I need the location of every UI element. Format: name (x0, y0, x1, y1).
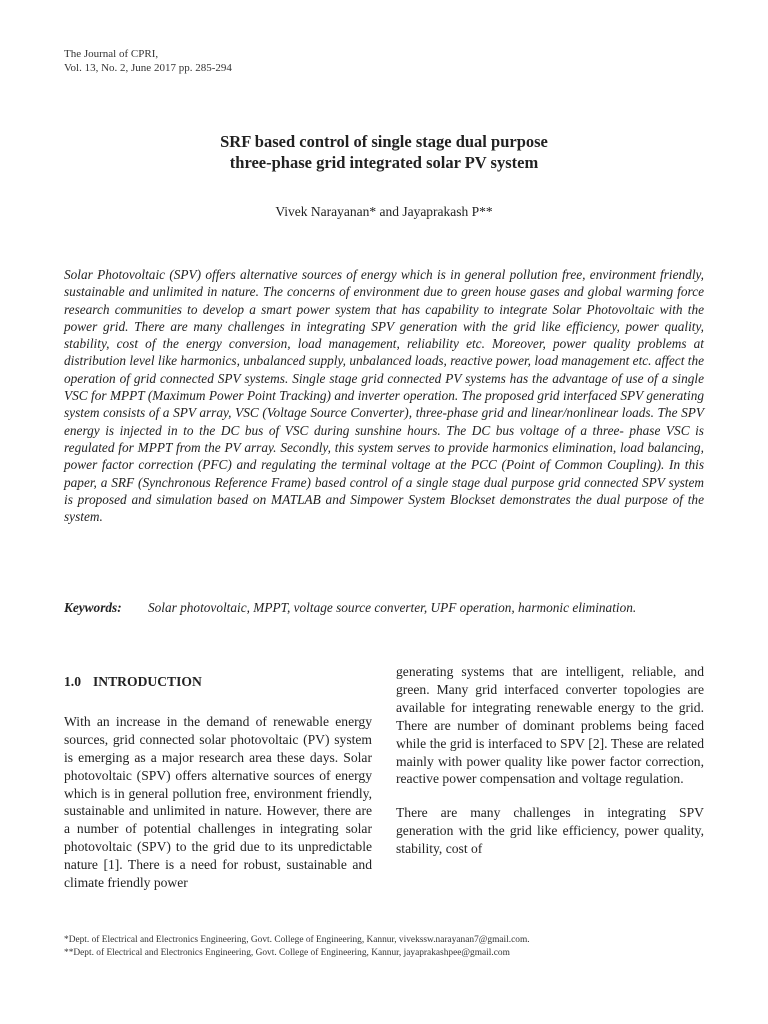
section-heading (64, 673, 372, 691)
intro-paragraph-3: There are many challenges in integrating SPV generation with the grid like efficiency, power quality, stability, cost of (396, 805, 704, 857)
right-column (396, 663, 704, 858)
footnote-first-author: *Dept. of Electrical and Electronics Engineering, Govt. College of Engineering, Kannur, vivekssw.narayanan7@gmail.com. (64, 935, 530, 945)
left-column (64, 673, 372, 892)
paper-authors: Vivek Narayanan* and Jayaprakash P** (275, 204, 493, 219)
title-line-2: three-phase grid integrated solar PV system (229, 153, 539, 172)
intro-paragraph-1: With an increase in the demand of renewable energy sources, grid connected solar photovoltaic (PV) system is emerging as a major research area these days. Solar photovoltaic (SPV) offers alternative sources of energy which is in general pollution free, environment friendly, sustainable and unlimited in nature. However, there are a number of potential challenges in integrating solar photovoltaic (SPV) to the grid due to its unpredictable nature [1]. There is a need for robust, sustainable and climate friendly power (64, 713, 372, 891)
journal-issue: Vol. 13, No. 2, June 2017 pp. 285-294 (64, 62, 232, 74)
section-number: 1.0 (64, 674, 81, 689)
keywords-label: Keywords: (64, 600, 122, 615)
abstract: Solar Photovoltaic (SPV) offers alternative sources of energy which is in general pollution free, environment friendly, sustainable and unlimited in nature. The concerns of environment due to green house gases and global warming force research communities to develop a smart power system that has capability to integrate Solar Photovoltaic with the power grid. There are many challenges in integrating SPV generation with the grid like efficiency, power quality, stability, cost of the energy conversion, load management, reliability etc. Moreover, power quality problems at distribution level like harmonics, unbalanced supply, unbalanced loads, reactive power, load management etc. affect the operation of grid connected SPV systems. Single stage grid connected PV systems has the advantage of use of a single VSC for MPPT (Maximum Power Point Tracking) and inverter operation. The proposed grid interfaced SPV generating system consists of a SPV array, VSC (Voltage Source Converter), three-phase grid and linear/nonlinear loads. The SPV energy is injected in to the DC bus of VSC during sunshine hours. The DC bus voltage of a three- phase VSC is regulated for MPPT from the PV array. Secondly, this system serves to provide harmonics elimination, load balancing, power factor correction (PFC) and regulating the terminal voltage at the PCC (Point of Common Coupling). In this paper, a SRF (Synchronous Reference Frame) based control of a single stage dual purpose grid connected SPV system is proposed and simulation based on MATLAB and Simpower System Blockset demonstrates the dual purpose of the system. (64, 267, 704, 525)
section-title: INTRODUCTION (93, 674, 202, 689)
footnote-second-author: **Dept. of Electrical and Electronics Engineering, Govt. College of Engineering, Kannur, jayaprakashpee@gmail.com (64, 947, 510, 958)
title-line-1: SRF based control of single stage dual purpose (220, 132, 548, 151)
keywords-text: Solar photovoltaic, MPPT, voltage source converter, UPF operation, harmonic elimination. (148, 600, 637, 615)
journal-name: The Journal of CPRI, (64, 48, 159, 60)
journal-header (64, 47, 232, 75)
paper-title (84, 131, 684, 173)
keywords (64, 599, 704, 617)
footnotes (64, 934, 704, 959)
intro-paragraph-2: generating systems that are intelligent, reliable, and green. Many grid interfaced converter topologies are available for integrating renewable energy to the grid. There are number of dominant problems being faced while the grid is interfaced to SPV [2]. These are related mainly with power quality like power factor correction, reactive power compensation and voltage regulation. (396, 664, 704, 787)
